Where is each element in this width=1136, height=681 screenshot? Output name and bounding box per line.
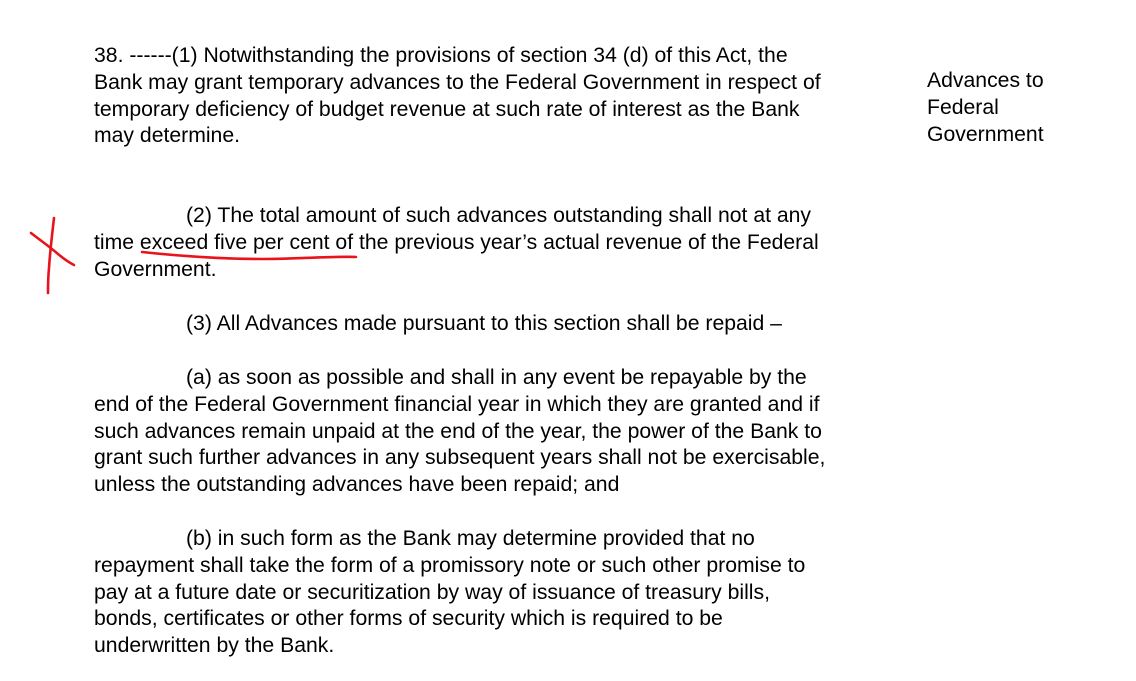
paragraph-38-3-b <box>94 526 914 660</box>
paragraph-38-3-a <box>94 365 914 499</box>
cross-mark-icon <box>31 233 74 265</box>
cross-mark-icon <box>48 218 54 293</box>
underlined-phrase: exceed five per cent <box>139 230 330 254</box>
paragraph-38-1 <box>94 43 914 150</box>
margin-note-line: Advances to <box>927 69 1044 92</box>
text-line: pay at a future date or securitization by way of issuance of treasury bills, <box>94 580 770 604</box>
text-line: (b) in such form as the Bank may determine provided that no <box>186 527 755 550</box>
text-line: repayment shall take the form of a promissory note or such other promise to <box>94 553 806 577</box>
margin-note <box>927 68 1127 148</box>
text-line: unless the outstanding advances have been repaid; and <box>94 473 620 497</box>
text-line: temporary deficiency of budget revenue at such rate of interest as the Bank <box>94 97 800 121</box>
text-line: such advances remain unpaid at the end of the year, the power of the Bank to <box>94 419 822 443</box>
text-line: (2) The total amount of such advances outstanding shall not at any <box>186 204 812 227</box>
text-fragment: of the previous year’s actual revenue of the Federal <box>329 230 819 254</box>
text-line <box>94 230 914 257</box>
text-line: bonds, certificates or other forms of security which is required to be <box>94 607 723 631</box>
text-line: underwritten by the Bank. <box>94 634 335 658</box>
text-line: (a) as soon as possible and shall in any event be repayable by the <box>186 366 807 389</box>
margin-note-line: Federal <box>927 95 999 119</box>
text-line: end of the Federal Government financial year in which they are granted and if <box>94 392 820 416</box>
text-line: Government. <box>94 257 217 281</box>
text-line: (3) All Advances made pursuant to this section shall be repaid – <box>186 312 782 335</box>
paragraph-38-2 <box>94 203 914 283</box>
margin-note-line: Government <box>927 122 1044 146</box>
text-line: 38. ------(1) Notwithstanding the provisions of section 34 (d) of this Act, the <box>94 44 788 67</box>
text-line: grant such further advances in any subsequent years shall not be exercisable, <box>94 446 826 470</box>
text-line: may determine. <box>94 124 241 148</box>
paragraph-38-3 <box>94 311 914 338</box>
text-fragment: time <box>94 230 140 254</box>
text-line: Bank may grant temporary advances to the Federal Government in respect of <box>94 70 821 94</box>
